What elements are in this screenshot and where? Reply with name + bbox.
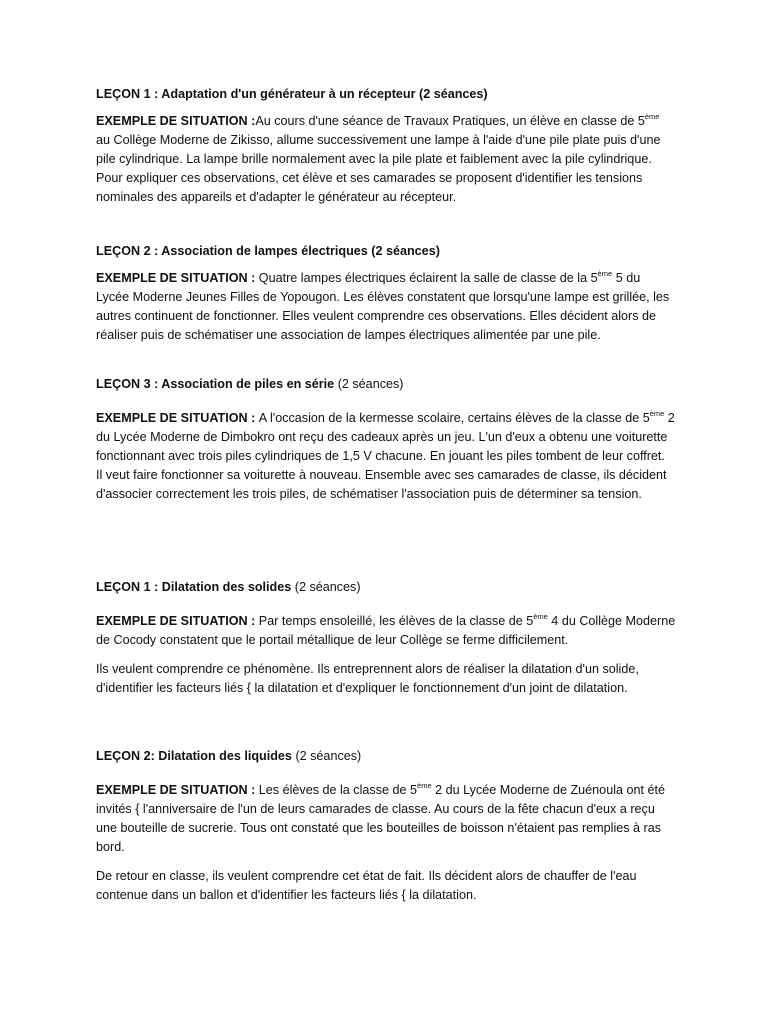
situation-paragraph <box>96 269 676 345</box>
paragraph-text: 2 du Lycée Moderne de Dimbokro ont reçu des cadeaux après un jeu. L'un d'eux a obtenu une voiturette fonctionnant avec trois piles cylindriques de 1,5 V chacune. En jouant les piles tombent de leur coffret. <box>96 411 675 463</box>
lesson-solids-section <box>96 578 676 698</box>
situation-label: EXEMPLE DE SITUATION : <box>96 114 256 128</box>
superscript: ème <box>644 111 660 121</box>
situation-label: EXEMPLE DE SITUATION : <box>96 783 259 797</box>
paragraph-text: Quatre lampes électriques éclairent la salle de classe de la 5 <box>258 271 598 285</box>
paragraph-text: Ils veulent comprendre ce phénomène. Ils entreprennent alors de réaliser la dilatation d'un solide, d'identifier les facteurs liés { la dilatation et d'expliquer le fonctionnement d'un joint de dilatation. <box>96 662 639 695</box>
lesson-sessions: (2 séances) <box>295 749 362 763</box>
paragraph-text: Au cours d'une séance de Travaux Pratiques, un élève en classe de 5 <box>255 114 645 128</box>
lesson-title-text: LEÇON 2: Dilatation des liquides <box>96 749 292 763</box>
lesson-2-section <box>96 242 676 345</box>
lesson-1-section <box>96 85 676 207</box>
paragraph-text: 2 du Lycée Moderne de Zuénoula ont été invités { l'anniversaire de l'un de leurs camarades de classe. Au cours de la fête chacun d'eux a reçu une bouteille de sucrerie. Tous ont constaté que les bouteilles de boisson n'étaient pas remplies à ras bord. <box>96 783 666 854</box>
lesson-title <box>96 578 676 597</box>
lesson-title-text: LEÇON 1 : Dilatation des solides <box>96 580 292 594</box>
paragraph-text: Par temps ensoleillé, les élèves de la classe de 5 <box>258 614 534 628</box>
lesson-title-text: LEÇON 3 : Association de piles en série <box>96 377 335 391</box>
paragraph-text: 4 du Collège Moderne de Cocody constatent que le portail métallique de leur Collège se ferme difficilement. <box>96 614 676 647</box>
paragraph-text: au Collège Moderne de Zikisso, allume successivement une lampe à l'aide d'une pile plate puis d'une pile cylindrique. La lampe brille normalement avec la pile plate et faiblement avec la pile cylindrique. Pour expliquer ces observations, cet élève et ses camarades se proposent d'identifier les tensions nominales des appareils et d'adapter le générateur au récepteur. <box>96 133 661 204</box>
lesson-title-text: LEÇON 1 : Adaptation d'un générateur à un récepteur <box>96 87 416 101</box>
lesson-title <box>96 85 676 104</box>
lesson-title <box>96 375 676 394</box>
lesson-sessions: (2 séances) <box>337 377 404 391</box>
lesson-liquids-section <box>96 747 676 905</box>
paragraph-text: Les élèves de la classe de 5 <box>258 783 418 797</box>
paragraph-text: 5 du Lycée Moderne Jeunes Filles de Yopougon. Les élèves constatent que lorsqu'une lampe est grillée, les autres continuent de fonctionner. Elles veulent comprendre ces observations. Elles décident alors de réaliser puis de schématiser une association de lampes électriques alimentée par une pile. <box>96 271 670 342</box>
situation-paragraph <box>96 781 676 857</box>
lesson-sessions: (2 séances) <box>371 244 440 258</box>
situation-paragraph <box>96 612 676 650</box>
situation-paragraph <box>96 660 676 698</box>
lesson-title <box>96 747 676 766</box>
lesson-sessions: (2 séances) <box>294 580 361 594</box>
lesson-title-text: LEÇON 2 : Association de lampes électriques <box>96 244 368 258</box>
situation-label: EXEMPLE DE SITUATION : <box>96 411 259 425</box>
situation-paragraph <box>96 867 676 905</box>
superscript: ème <box>597 268 613 278</box>
lesson-title <box>96 242 676 261</box>
paragraph-text: A l'occasion de la kermesse scolaire, certains élèves de la classe de 5 <box>258 411 650 425</box>
lesson-3-section <box>96 375 676 504</box>
lesson-sessions: (2 séances) <box>419 87 488 101</box>
situation-label: EXEMPLE DE SITUATION : <box>96 614 259 628</box>
situation-paragraph <box>96 466 676 504</box>
superscript: ème <box>649 408 665 418</box>
superscript: ème <box>417 780 432 790</box>
paragraph-text: Il veut faire fonctionner sa voiturette à nouveau. Ensemble avec ses camarades de classe, ils décident d'associer correctement les trois piles, de schématiser l'association puis de déterminer sa tension. <box>96 468 667 501</box>
superscript: ème <box>533 611 548 621</box>
paragraph-text: De retour en classe, ils veulent comprendre cet état de fait. Ils décident alors de chauffer de l'eau contenue dans un ballon et d'identifier les facteurs liés { la dilatation. <box>96 869 637 902</box>
situation-paragraph <box>96 112 676 207</box>
situation-paragraph <box>96 409 676 466</box>
situation-label: EXEMPLE DE SITUATION : <box>96 271 259 285</box>
